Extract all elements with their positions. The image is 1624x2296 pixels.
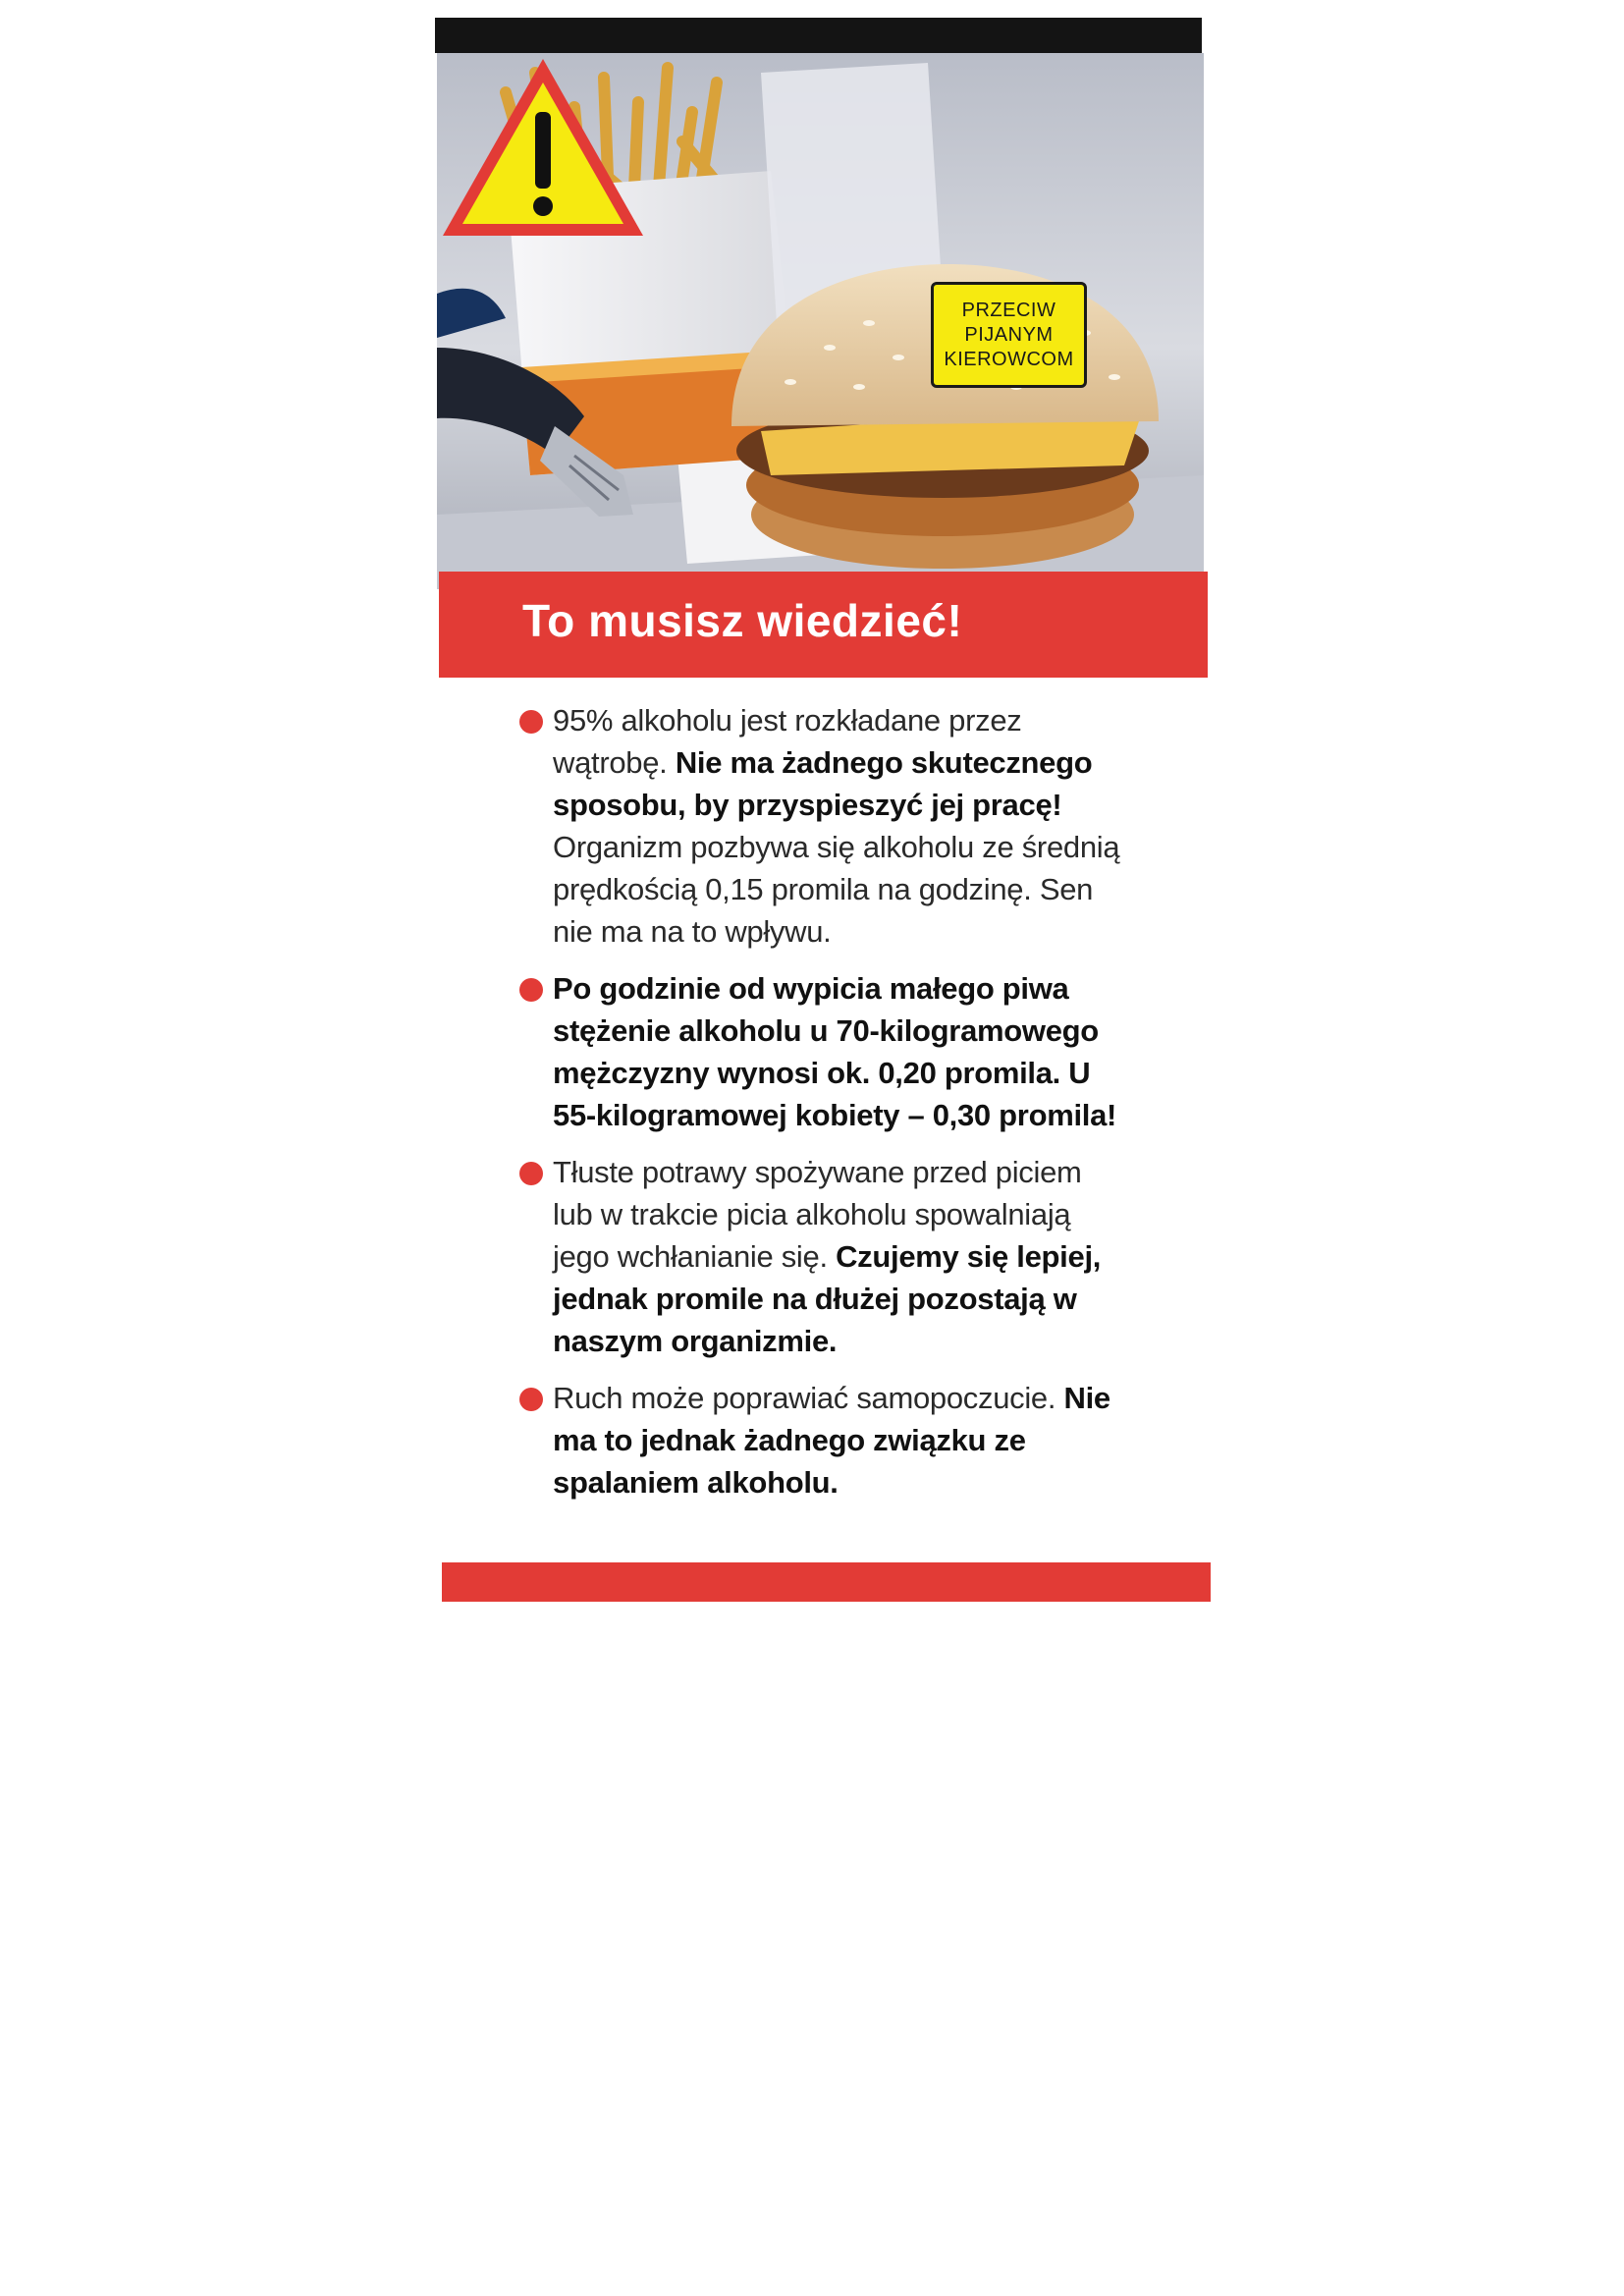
section-heading: To musisz wiedzieć!: [522, 595, 963, 646]
heading-band: [439, 572, 1208, 678]
facts-list: [519, 699, 1128, 1518]
list-item: [519, 1151, 1128, 1362]
bullet-text: Organizm pozbywa się alkoholu ze średnią prędkością 0,15 promila na godzinę. Sen nie ma na to wpływu.: [553, 830, 1120, 949]
sign-line-2: PIJANYM: [964, 323, 1054, 346]
top-bar: [435, 18, 1202, 53]
bullet-bold-text: Po godzinie od wypicia małego piwa stężenie alkoholu u 70-kilogramowego mężczyzny wynosi ok. 0,20 promila. U 55-kilogramowej kobiety – 0,30 promila!: [553, 971, 1117, 1132]
warning-sign-panel: [931, 282, 1087, 388]
sign-line-3: KIEROWCOM: [944, 348, 1074, 370]
red-bullet-icon: [519, 1162, 543, 1185]
bullet-text: Ruch może poprawiać samopoczucie.: [553, 1381, 1064, 1415]
red-bullet-icon: [519, 978, 543, 1002]
list-item: [519, 1377, 1128, 1503]
sign-line-1: PRZECIW: [961, 299, 1056, 321]
red-bullet-icon: [519, 1388, 543, 1411]
list-item: [519, 699, 1128, 953]
leaflet: [435, 18, 1211, 1602]
bullet-bold-text: Czujemy się lepiej, jednak promile na dłużej pozostają w naszym organizmie.: [553, 1239, 1102, 1358]
food-and-car-keys-photo: [437, 53, 1204, 589]
bullet-text: Tłuste potrawy spożywane przed piciem lub w trakcie picia alkoholu spowalniają jego wchłanianie się.: [553, 1155, 1082, 1274]
list-item: [519, 967, 1128, 1136]
bullet-bold-text: Nie ma to jednak żadnego związku ze spalaniem alkoholu.: [553, 1381, 1110, 1500]
bottom-band: [442, 1562, 1211, 1602]
red-bullet-icon: [519, 710, 543, 734]
warning-triangle-icon: [437, 53, 649, 279]
bullet-text: 95% alkoholu jest rozkładane przez wątrobę.: [553, 703, 1022, 780]
bullet-bold-text: Nie ma żadnego skutecznego sposobu, by przyspieszyć jej pracę!: [553, 745, 1093, 822]
